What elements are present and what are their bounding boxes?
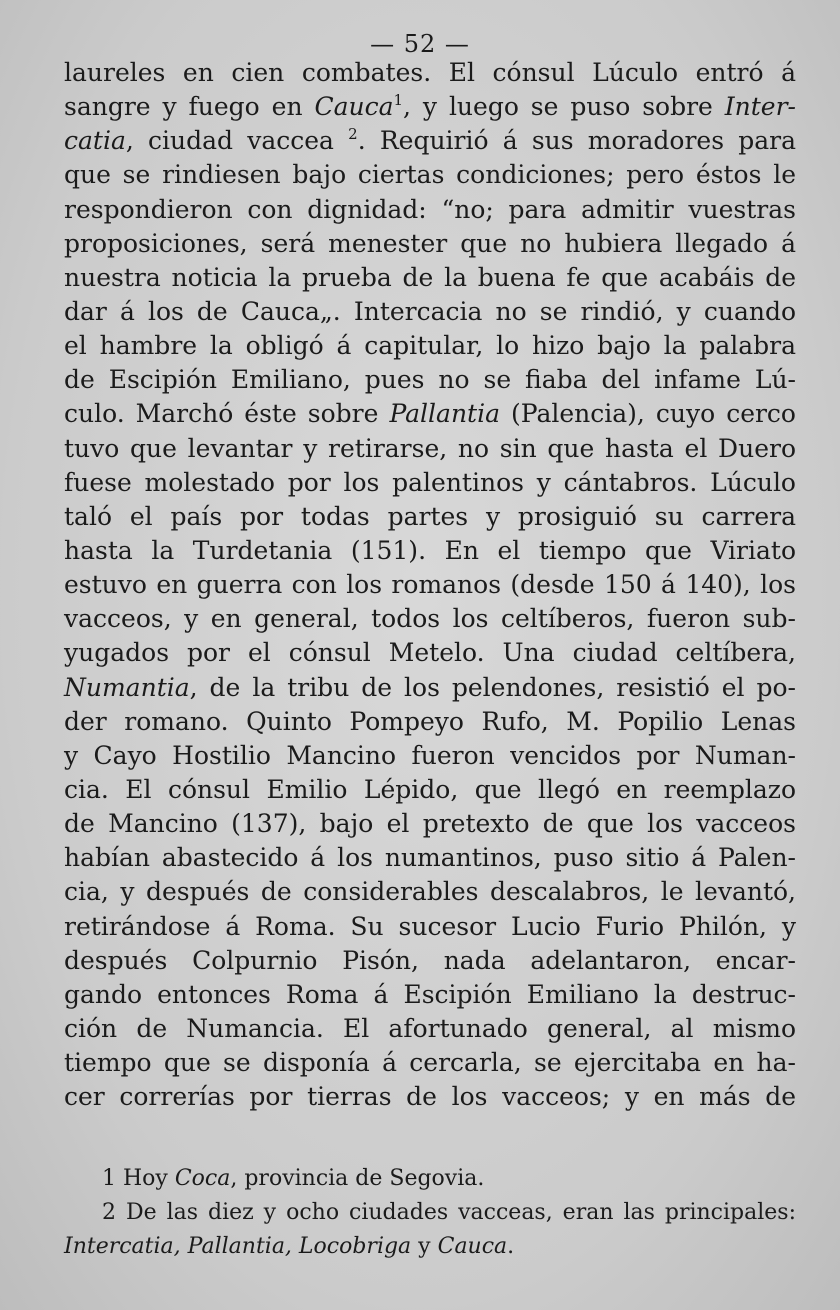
text-line: tiempo que se disponía á cercarla, se ejercitaba en ha- — [64, 1048, 796, 1078]
text-line: de Mancino (137), bajo el pretexto de que los vacceos — [64, 809, 796, 839]
italic-text: Cauca — [314, 92, 394, 122]
italic-text: Cauca — [437, 1234, 508, 1259]
text-line: respondieron con dignidad: “no; para admitir vuestras — [64, 194, 796, 224]
italic-text: Pallantia — [389, 399, 500, 429]
text-line: el hambre la obligó á capitular, lo hizo bajo la palabra — [64, 331, 796, 361]
italic-text: Intercatia, Pallantia, Locobriga — [64, 1234, 412, 1259]
footnotes — [64, 1162, 796, 1264]
text-line: nuestra noticia la prueba de la buena fe que acabáis de — [64, 262, 796, 292]
footnote-line: Intercatia, Pallantia, Locobriga y Cauca. — [64, 1234, 515, 1259]
text-line: cia, y después de considerables descalabros, le levantó, — [64, 877, 796, 907]
text-line: vacceos, y en general, todos los celtíberos, fueron sub- — [64, 604, 796, 634]
footnote-line: 2 De las diez y ocho ciudades vacceas, eran las principales: — [102, 1200, 796, 1225]
text-line: culo. Marchó éste sobre Pallantia (Palencia), cuyo cerco — [64, 399, 796, 429]
italic-text: Inter- — [724, 92, 796, 122]
footnote-ref: 2 — [348, 125, 358, 144]
text-line: y Cayo Hostilio Mancino fueron vencidos por Numan- — [64, 740, 796, 770]
italic-text: Coca — [174, 1166, 231, 1191]
text-line: gando entonces Roma á Escipión Emiliano la destruc- — [64, 979, 796, 1009]
text-line: Numantia, de la tribu de los pelendones, resistió el po- — [64, 672, 796, 702]
text-line: hasta la Turdetania (151). En el tiempo que Viriato — [64, 535, 796, 565]
text-line: cia. El cónsul Emilio Lépido, que llegó en reemplazo — [64, 774, 796, 804]
text-line: estuvo en guerra con los romanos (desde 150 á 140), los — [64, 570, 796, 600]
body-text — [64, 56, 796, 1114]
text-line: después Colpurnio Pisón, nada adelantaron, encar- — [64, 945, 796, 975]
text-line: ción de Numancia. El afortunado general, al mismo — [64, 1013, 796, 1043]
italic-text: Numantia — [64, 672, 190, 702]
text-line: cer correrías por tierras de los vacceos; y en más de — [64, 1082, 796, 1112]
text-line: catia, ciudad vaccea $^2$. Requirió á sus moradores para — [64, 125, 796, 156]
italic-text: catia — [64, 126, 126, 156]
text-line: que se rindiesen bajo ciertas condiciones; pero éstos le — [64, 160, 796, 190]
text-line: retirándose á Roma. Su sucesor Lucio Furio Philón, y — [64, 911, 796, 941]
text-line: tuvo que levantar y retirarse, no sin que hasta el Duero — [64, 433, 796, 463]
text-line: de Escipión Emiliano, pues no se fiaba del infame Lú- — [64, 365, 796, 395]
text-line: habían abastecido á los numantinos, puso sitio á Palen- — [64, 843, 796, 873]
footnote-line: 1 Hoy Coca, provincia de Segovia. — [102, 1166, 485, 1191]
text-line: proposiciones, será menester que no hubiera llegado á — [64, 228, 796, 258]
footnote-ref: 1 — [393, 91, 404, 110]
page-number: — 52 — — [370, 30, 470, 58]
text-line: yugados por el cónsul Metelo. Una ciudad celtíbera, — [64, 638, 796, 668]
text-line: laureles en cien combates. El cónsul Lúculo entró á — [64, 58, 796, 87]
text-line: sangre y fuego en Cauca$^1$, y luego se puso sobre Inter- — [64, 91, 796, 122]
text-line: fuese molestado por los palentinos y cántabros. Lúculo — [64, 467, 796, 497]
text-line: taló el país por todas partes y prosiguió su carrera — [64, 501, 796, 531]
text-line: der romano. Quinto Pompeyo Rufo, M. Popilio Lenas — [64, 706, 796, 736]
text-line: dar á los de Cauca„. Intercacia no se rindió, y cuando — [64, 296, 796, 326]
